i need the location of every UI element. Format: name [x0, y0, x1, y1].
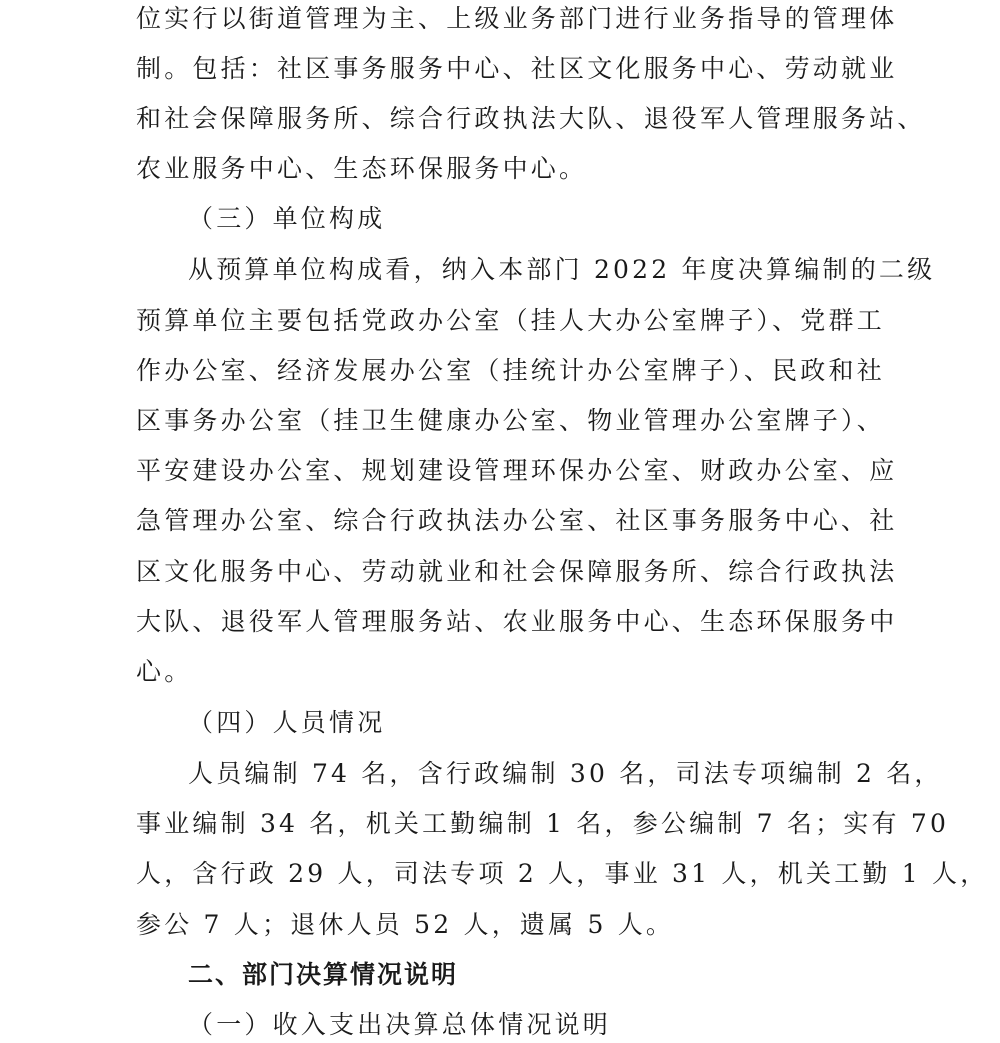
paragraph-line: 人员编制 74 名，含行政编制 30 名，司法专项编制 2 名，: [188, 759, 943, 788]
section-heading: （四）人员情况: [188, 708, 386, 737]
paragraph-line: 人，含行政 29 人，司法专项 2 人，事业 31 人，机关工勤 1 人，: [136, 859, 989, 888]
paragraph-line: 平安建设办公室、规划建设管理环保办公室、财政办公室、应: [136, 456, 898, 485]
paragraph-line: 和社会保障服务所、综合行政执法大队、退役军人管理服务站、: [136, 104, 926, 133]
paragraph-line: 制。包括：社区事务服务中心、社区文化服务中心、劳动就业: [136, 54, 898, 83]
paragraph-line: 从预算单位构成看，纳入本部门 2022 年度决算编制的二级: [188, 255, 936, 284]
section-heading: （一）收入支出决算总体情况说明: [188, 1010, 612, 1039]
paragraph-line: 区事务办公室（挂卫生健康办公室、物业管理办公室牌子）、: [136, 406, 885, 435]
paragraph-line: 预算单位主要包括党政办公室（挂人大办公室牌子）、党群工: [136, 306, 885, 335]
paragraph-line: 大队、退役军人管理服务站、农业服务中心、生态环保服务中: [136, 607, 898, 636]
paragraph-line: 急管理办公室、综合行政执法办公室、社区事务服务中心、社: [136, 506, 898, 535]
paragraph-line: 参公 7 人；退休人员 52 人，遗属 5 人。: [136, 910, 675, 939]
paragraph-line: 事业编制 34 名，机关工勤编制 1 名，参公编制 7 名；实有 70: [136, 809, 950, 838]
paragraph-line: 区文化服务中心、劳动就业和社会保障服务所、综合行政执法: [136, 557, 898, 586]
chapter-heading: 二、部门决算情况说明: [188, 960, 459, 989]
section-heading: （三）单位构成: [188, 204, 386, 233]
paragraph-line: 农业服务中心、生态环保服务中心。: [136, 154, 588, 183]
paragraph-line: 作办公室、经济发展办公室（挂统计办公室牌子）、民政和社: [136, 356, 885, 385]
paragraph-line: 心。: [136, 657, 193, 686]
paragraph-line: 位实行以街道管理为主、上级业务部门进行业务指导的管理体: [136, 4, 898, 33]
